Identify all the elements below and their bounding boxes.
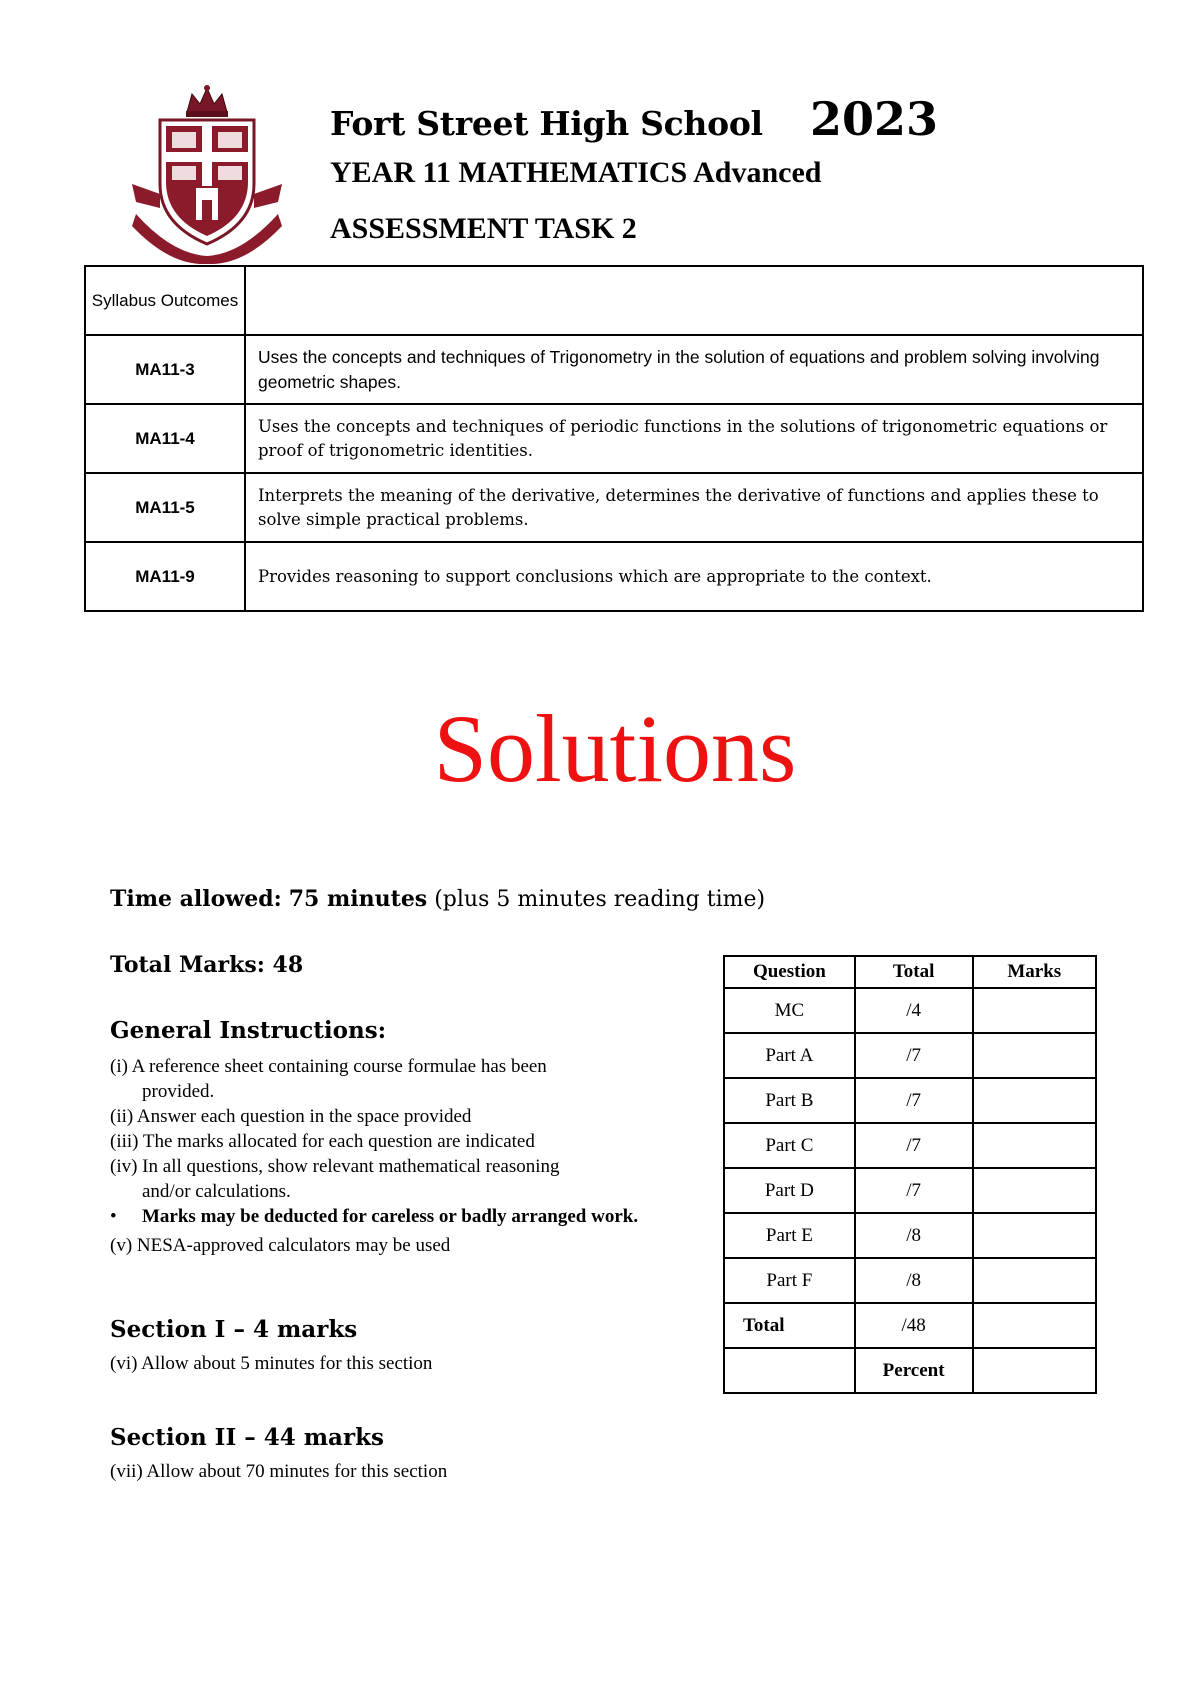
question-cell: Part D (724, 1168, 855, 1213)
marks-cell[interactable] (973, 1033, 1096, 1078)
total-marks: Total Marks: 48 (110, 952, 304, 978)
outcome-row (85, 473, 1143, 542)
marks-cell[interactable] (973, 1303, 1096, 1348)
total-cell: /7 (855, 1168, 973, 1213)
crown-icon (186, 85, 228, 117)
time-allowed (110, 886, 765, 912)
outcome-code: MA11-3 (85, 335, 245, 404)
marks-cell[interactable] (973, 1078, 1096, 1123)
instruction-item: and/or calculations. (142, 1181, 291, 1202)
marks-table-header (724, 956, 1096, 988)
outcome-row (85, 335, 1143, 404)
total-cell: /48 (855, 1303, 973, 1348)
table-row (724, 1123, 1096, 1168)
outcome-description: Provides reasoning to support conclusions which are appropriate to the context. (245, 542, 1143, 611)
instruction-item: (ii) Answer each question in the space provided (110, 1106, 472, 1127)
outcome-code: MA11-4 (85, 404, 245, 473)
marks-cell[interactable] (973, 988, 1096, 1033)
school-crest-logo (132, 84, 282, 264)
general-instructions-heading: General Instructions: (110, 1017, 387, 1044)
question-cell (724, 1348, 855, 1393)
table-row (724, 1078, 1096, 1123)
time-allowed-value: 75 minutes (288, 886, 428, 912)
question-cell: Part B (724, 1078, 855, 1123)
marks-cell[interactable] (973, 1213, 1096, 1258)
section-1-title: Section I – 4 marks (110, 1316, 358, 1343)
course-title: YEAR 11 MATHEMATICS Advanced (330, 156, 822, 189)
total-cell: /8 (855, 1213, 973, 1258)
instruction-item (110, 1204, 730, 1229)
bullet-icon: • (110, 1206, 117, 1227)
total-cell: /8 (855, 1258, 973, 1303)
school-name: Fort Street High School (330, 104, 763, 143)
time-allowed-note: (plus 5 minutes reading time) (434, 887, 766, 912)
total-cell: /7 (855, 1123, 973, 1168)
instruction-item: (iv) In all questions, show relevant mathematical reasoning (110, 1156, 560, 1177)
outcome-description: Uses the concepts and techniques of Trigonometry in the solution of equations and problem solving involving geometric shapes. (245, 335, 1143, 404)
outcome-description: Interprets the meaning of the derivative, determines the derivative of functions and applies these to solve simple practical problems. (245, 473, 1143, 542)
table-row (724, 1348, 1096, 1393)
question-cell: Part F (724, 1258, 855, 1303)
marks-cell[interactable] (973, 1258, 1096, 1303)
instruction-item: (i) A reference sheet containing course formulae has been (110, 1056, 547, 1077)
solutions-title: Solutions (433, 695, 797, 802)
section-1-note: (vi) Allow about 5 minutes for this section (110, 1353, 433, 1374)
section-2-note: (vii) Allow about 70 minutes for this section (110, 1461, 448, 1482)
section-2-title: Section II – 44 marks (110, 1424, 384, 1451)
table-row (724, 1168, 1096, 1213)
total-cell: /4 (855, 988, 973, 1033)
header-question: Question (724, 956, 855, 988)
instruction-bold-text: Marks may be deducted for careless or badly arranged work. (142, 1206, 639, 1227)
outcome-description: Uses the concepts and techniques of periodic functions in the solutions of trigonometric equations or proof of trigonometric identities. (245, 404, 1143, 473)
instruction-item: (v) NESA-approved calculators may be used (110, 1235, 451, 1256)
time-allowed-label: Time allowed: (110, 886, 282, 912)
total-cell: /7 (855, 1078, 973, 1123)
general-instructions-list (110, 1054, 730, 1258)
instruction-item: provided. (142, 1081, 215, 1102)
header-total: Total (855, 956, 973, 988)
outcome-row (85, 404, 1143, 473)
marks-cell[interactable] (973, 1123, 1096, 1168)
question-cell: Part E (724, 1213, 855, 1258)
question-cell: Total (724, 1303, 855, 1348)
task-title: ASSESSMENT TASK 2 (330, 212, 637, 245)
outcome-code: MA11-5 (85, 473, 245, 542)
total-cell: Percent (855, 1348, 973, 1393)
instruction-item: (iii) The marks allocated for each question are indicated (110, 1131, 535, 1152)
table-row (724, 988, 1096, 1033)
table-row (724, 1033, 1096, 1078)
marks-cell[interactable] (973, 1348, 1096, 1393)
total-cell: /7 (855, 1033, 973, 1078)
question-cell: MC (724, 988, 855, 1033)
outcome-row (85, 542, 1143, 611)
table-row (724, 1213, 1096, 1258)
outcomes-header-row (85, 266, 1143, 335)
question-cell: Part C (724, 1123, 855, 1168)
marks-table (723, 955, 1097, 1394)
syllabus-outcomes-table (84, 265, 1144, 612)
outcomes-header-empty (245, 266, 1143, 335)
marks-cell[interactable] (973, 1168, 1096, 1213)
table-row (724, 1258, 1096, 1303)
year: 2023 (810, 92, 939, 146)
header-marks: Marks (973, 956, 1096, 988)
question-cell: Part A (724, 1033, 855, 1078)
outcomes-header-label: Syllabus Outcomes (85, 266, 245, 335)
table-row (724, 1303, 1096, 1348)
outcome-code: MA11-9 (85, 542, 245, 611)
